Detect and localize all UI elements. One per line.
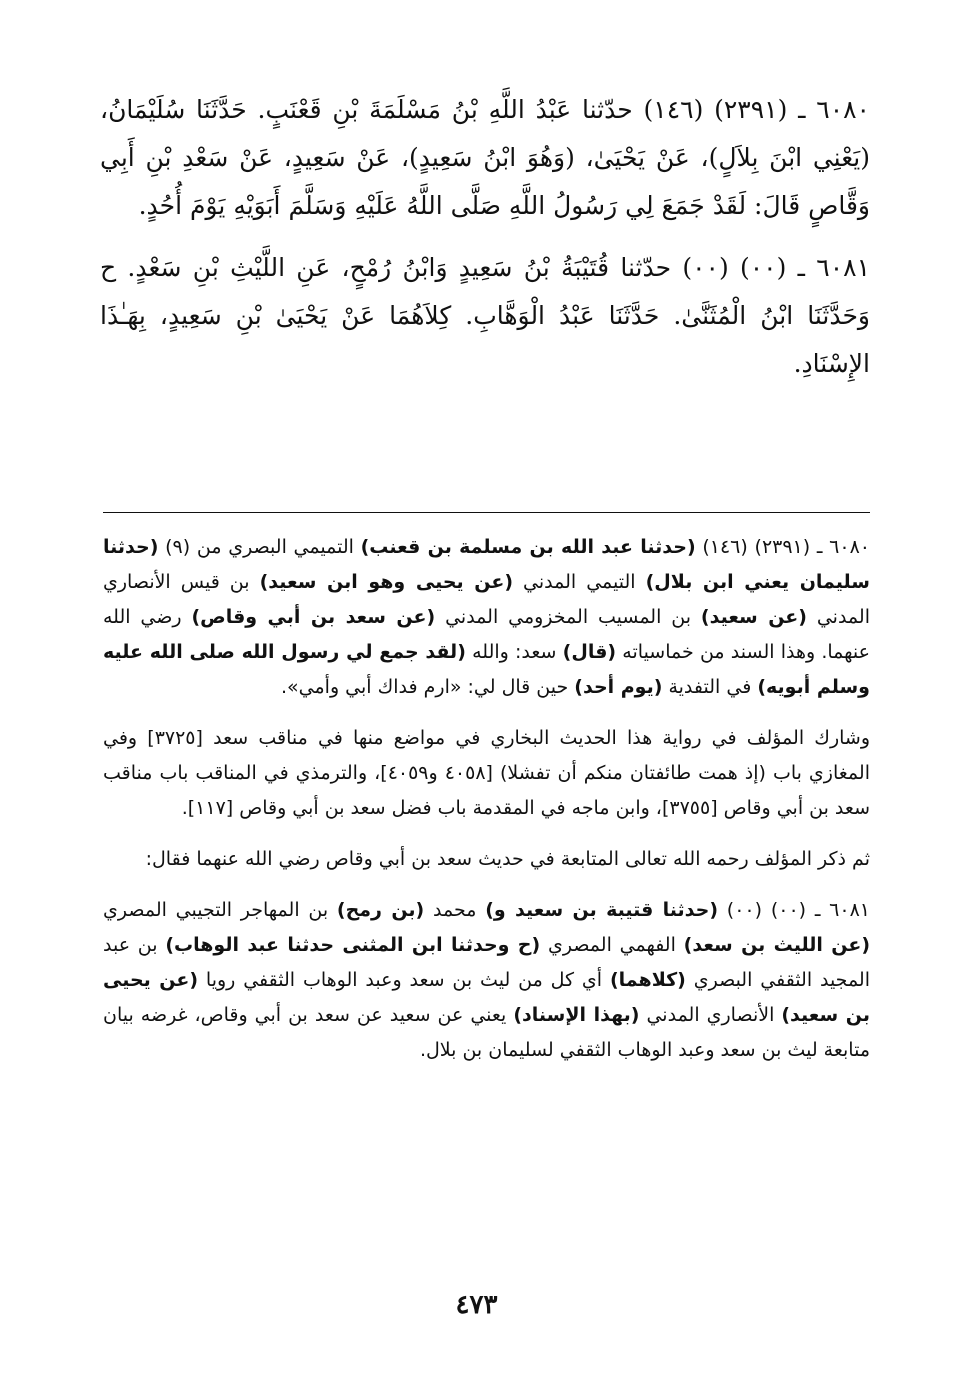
commentary-text: التميمي البصري من (٩) <box>158 536 361 558</box>
commentary-bold: (عن سعيد) <box>700 606 807 628</box>
commentary-text: بن قيس الأنصاري المدني <box>103 571 870 628</box>
commentary-bold: (كلاهما) <box>609 969 686 991</box>
commentary-bold: (عن يحيى وهو ابن سعيد) <box>259 571 514 593</box>
commentary-sources: وشارك المؤلف في رواية هذا الحديث البخاري في مواضع منها في مناقب سعد [٣٧٢٥] وفي المغازي باب (إذ همت طائفتان منكم أن تفشلا) [٤٠٥٨ و٤٠٥٩]، والترمذي في المناقب باب مناقب سعد بن أبي وقاص [٣٧٥٥]، وابن ماجه في المقدمة باب فضل سعد بن أبي وقاص [١١٧]. <box>103 727 870 819</box>
footnote-divider <box>103 512 870 513</box>
page-number: ٤٧٣ <box>455 1290 498 1320</box>
commentary-bold: (حدثنا سليمان يعني ابن بلال) <box>103 536 870 593</box>
hadith-6081: ٦٠٨١ ـ (٠٠) (٠٠) حدّثنا قُتَيْبَةُ بْنُ سَعِيدٍ وَابْنُ رُمْحٍ، عَنِ اللَّيْثِ بْنِ سَعْدٍ. ح وَحَدَّثَنَا ابْنُ الْمُثَنَّىٰ. حَدَّثَنَا عَبْدُ الْوَهَّابِ. كِلاَهُمَا عَنْ يَحْيَىٰ بْنِ سَعِيدٍ، بِهَـٰذَا الإِسْنَادِ. <box>100 253 870 378</box>
commentary-text: الأنصاري المدني <box>639 1004 782 1026</box>
commentary-bold: (بهذا الإسناد) <box>513 1004 640 1026</box>
commentary-text: الفهمي المصري <box>540 934 684 956</box>
commentary <box>103 530 870 1084</box>
hadith-text <box>100 86 870 402</box>
commentary-text: ٦٠٨١ ـ (٠٠) (٠٠) <box>718 899 870 921</box>
commentary-transition: ثم ذكر المؤلف رحمه الله تعالى المتابعة في حديث سعد بن أبي وقاص رضي الله عنهما فقال: <box>145 848 870 870</box>
commentary-bold: (عن يحيى بن سعيد) <box>103 969 870 1026</box>
commentary-bold: (بن رمح) <box>336 899 425 921</box>
commentary-text: حين قال لي: «ارم فداك أبي وأمي». <box>280 676 575 698</box>
commentary-text: يعني عن سعيد عن سعد بن أبي وقاص، غرضه بيان متابعة ليث بن سعد وعبد الوهاب الثقفي لسليمان بن بلال. <box>103 1004 870 1061</box>
commentary-bold: (حدثنا عبد الله بن مسلمة بن قعنب) <box>360 536 696 558</box>
commentary-text: ٦٠٨٠ ـ (٢٣٩١) (١٤٦) <box>695 536 870 558</box>
commentary-bold: (عن سعد بن أبي وقاص) <box>191 606 436 628</box>
commentary-text: سعد: والله <box>465 641 563 663</box>
commentary-bold: (قال) <box>562 641 617 663</box>
commentary-6080 <box>103 530 870 705</box>
commentary-text: بن المسيب المخزومي المدني <box>435 606 701 628</box>
commentary-text: بن المهاجر التجيبي المصري <box>103 899 337 921</box>
commentary-text: بن عبد المجيد الثقفي البصري <box>103 934 871 991</box>
commentary-text: أي كل من ليث بن سعد وعبد الوهاب الثقفي رويا <box>198 969 610 991</box>
commentary-text: التيمي المدني <box>513 571 646 593</box>
commentary-text: في التفدية <box>662 676 758 698</box>
hadith-6080: ٦٠٨٠ ـ (٢٣٩١) (١٤٦) حدّثنا عَبْدُ اللَّهِ بْنُ مَسْلَمَةَ بْنِ قَعْنَبٍ. حَدَّثَنَا سُلَيْمَانُ، (يَعْنِي ابْنَ بِلاَلٍ)، عَنْ يَحْيَىٰ، (وَهُوَ ابْنُ سَعِيدٍ)، عَنْ سَعِيدٍ، عَنْ سَعْدِ بْنِ أَبِي وَقَّاصٍ قَالَ: لَقَدْ جَمَعَ لِي رَسُولُ اللَّهِ صَلَّى اللَّهُ عَلَيْهِ وَسَلَّمَ أَبَوَيْهِ يَوْمَ أُحُدٍ. <box>100 95 870 220</box>
commentary-bold: (يوم أحد) <box>574 676 663 698</box>
commentary-bold: (ح وحدثنا ابن المثنى حدثنا عبد الوهاب) <box>165 934 541 956</box>
commentary-bold: (لقد جمع لي رسول الله صلى الله عليه وسلم أبويه) <box>103 641 870 698</box>
commentary-text: محمد <box>424 899 486 921</box>
commentary-6081 <box>103 893 870 1068</box>
commentary-bold: (عن الليث بن سعد) <box>683 934 871 956</box>
commentary-bold: (حدثنا قتيبة بن سعيد و) <box>485 899 719 921</box>
commentary-text: رضي الله عنهما. وهذا السند من خماسياته <box>103 606 870 663</box>
